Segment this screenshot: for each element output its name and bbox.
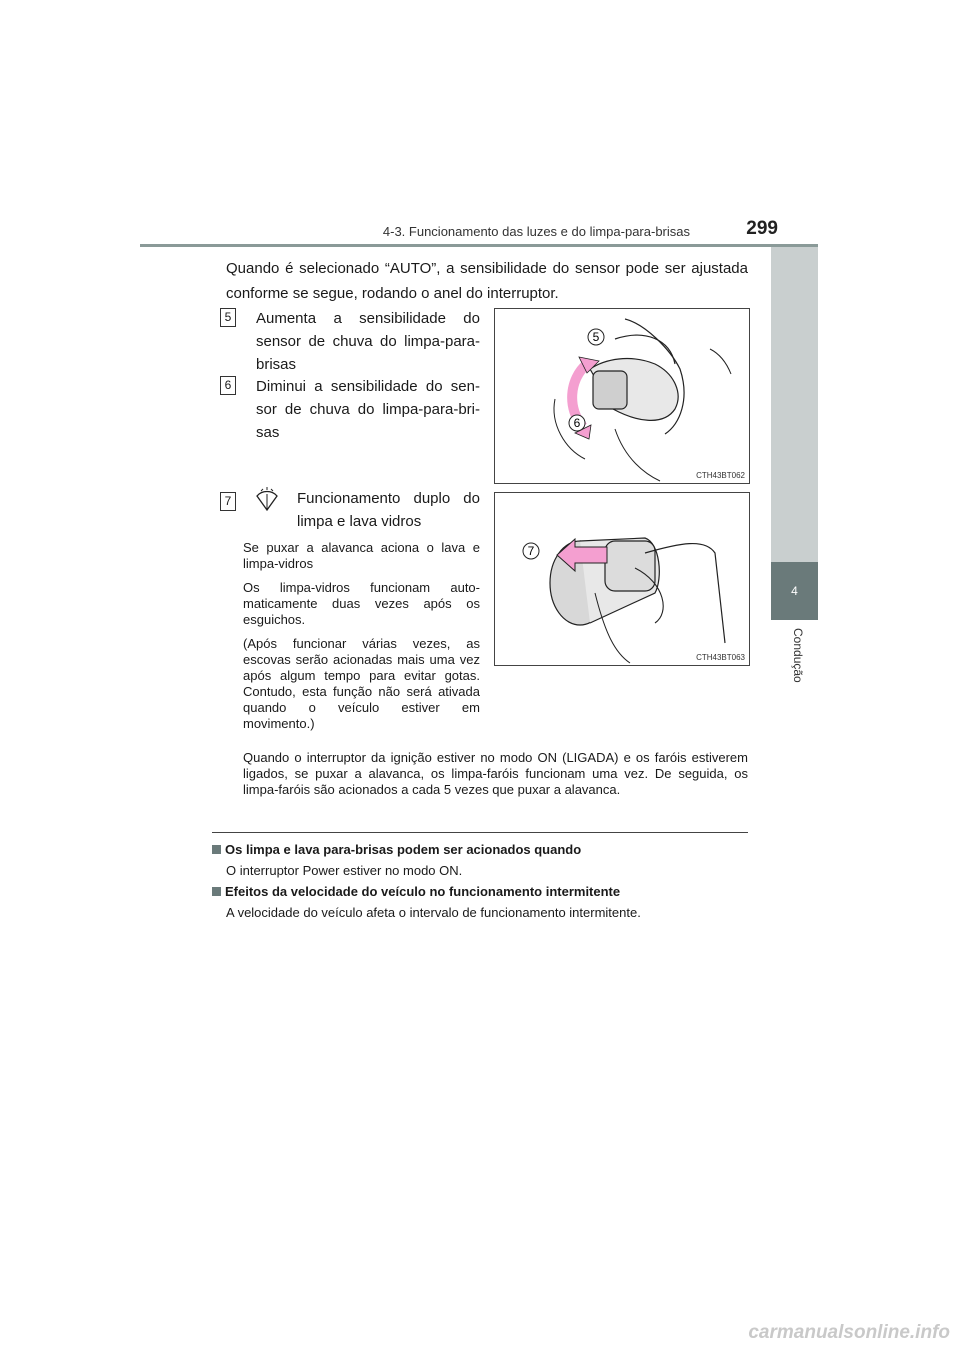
figure-code: CTH43BT062: [696, 471, 745, 480]
figure-label-6: 6: [573, 416, 581, 430]
watermark: carmanualsonline.info: [748, 1322, 950, 1343]
washer-icon: [253, 486, 281, 514]
figure-label-7: 7: [527, 544, 535, 558]
note-block-2: [212, 884, 748, 920]
header-section-title: 4-3. Funcionamento das luzes e do limpa-para-brisas: [382, 224, 690, 239]
note-block-1: [212, 842, 748, 878]
chapter-label: Condução: [791, 628, 805, 683]
headlamp-cleaner-note: Quando o interruptor da ignição estiver no modo ON (LIGADA) e os faróis estiverem ligados, se puxar a alavanca, os limpa-faróis funcionam uma vez. De seguida, os limpa-faróis são acionados a cada 5 vezes que puxar a alavanca.: [243, 750, 748, 797]
figure-label-5: 5: [592, 330, 600, 344]
page-number: 299: [746, 218, 778, 239]
square-bullet-icon: [212, 887, 221, 896]
item-text-6: Diminui a sensibilidade do sen-sor de chuva do limpa-para-bri-sas: [256, 378, 480, 441]
figure-sensitivity-ring: [494, 308, 750, 484]
intro-paragraph: Quando é selecionado “AUTO”, a sensibilidade do sensor pode ser ajustada conforme se segue, rodando o anel do interruptor.: [226, 260, 748, 302]
item-text-5: Aumenta a sensibilidade do sensor de chuva do limpa-para-brisas: [256, 310, 480, 373]
item-text-7: Funcionamento duplo do limpa e lava vidros: [297, 490, 480, 530]
item7-detail-1: Se puxar a alavanca aciona o lava e limpa-vidros: [243, 540, 480, 571]
figure-washer-lever: [494, 492, 750, 666]
section-divider: [212, 832, 748, 833]
item-badge-5: 5: [220, 308, 236, 327]
item-badge-6: 6: [220, 376, 236, 395]
square-bullet-icon: [212, 845, 221, 854]
header-rule: [140, 244, 818, 247]
washer-lever-illustration: [495, 493, 749, 665]
chapter-number: 4: [771, 562, 818, 620]
note-body-1: O interruptor Power estiver no modo ON.: [226, 863, 463, 878]
chapter-side-tab: [771, 247, 818, 562]
figure-code: CTH43BT063: [696, 653, 745, 662]
sensitivity-ring-illustration: [495, 309, 749, 483]
note-body-2: A velocidade do veículo afeta o intervalo de funcionamento intermitente.: [226, 905, 641, 920]
item-badge-7: 7: [220, 492, 236, 511]
note-title-2: Efeitos da velocidade do veículo no funcionamento intermitente: [225, 884, 621, 899]
item7-detail-2: Os limpa-vidros funcionam auto-maticamente duas vezes após os esguichos.: [243, 580, 480, 627]
item7-detail-3: (Após funcionar várias vezes, as escovas serão acionadas mais uma vez após algum tempo para evitar gotas. Contudo, esta função não será ativada quando o veículo estiver em movimento.): [243, 636, 480, 731]
note-title-1: Os limpa e lava para-brisas podem ser acionados quando: [225, 842, 582, 857]
